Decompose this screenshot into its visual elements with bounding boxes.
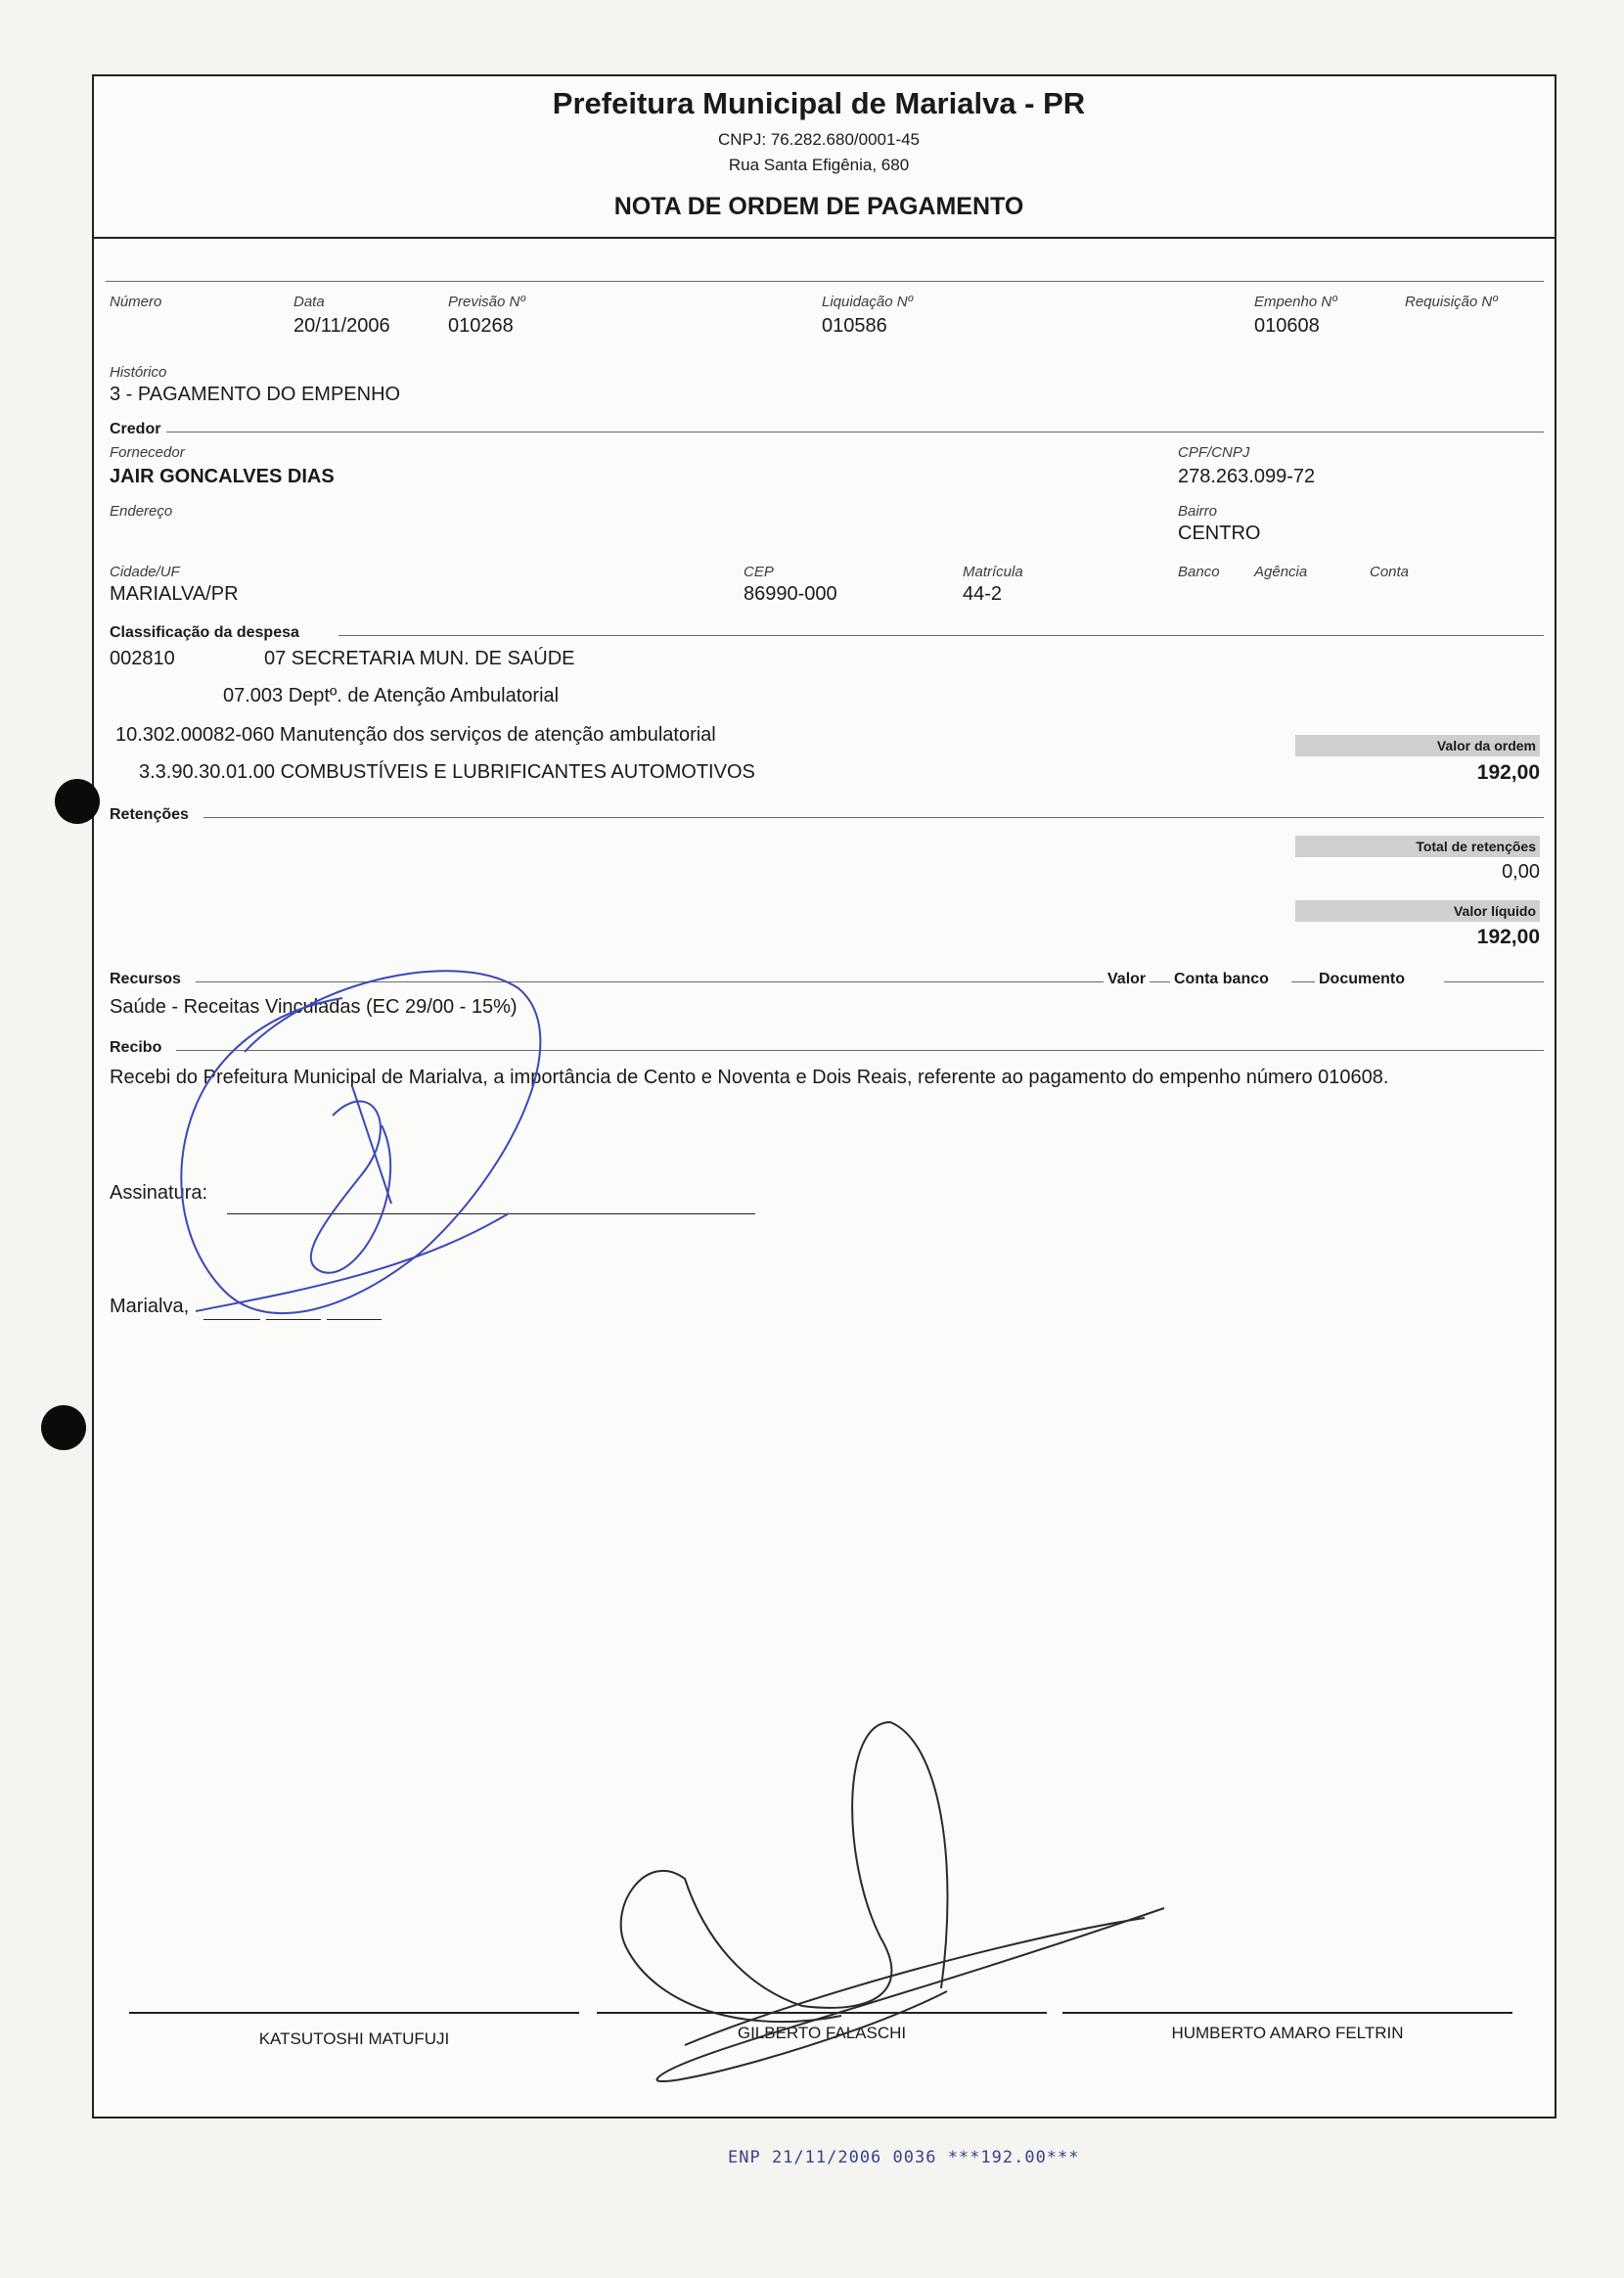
empenho-value: 010608: [1254, 315, 1320, 337]
bairro-label: Bairro: [1178, 503, 1218, 520]
empenho-label: Empenho Nº: [1254, 294, 1337, 310]
valor-ordem-value: 192,00: [1476, 761, 1540, 784]
secretaria: 07 SECRETARIA MUN. DE SAÚDE: [264, 648, 575, 669]
programa: 10.302.00082-060 Manutenção dos serviços de atenção ambulatorial: [115, 724, 716, 746]
recibo-section: Recibo: [110, 1039, 167, 1057]
historico-label: Histórico: [110, 364, 167, 381]
classificacao-section: Classificação da despesa: [110, 624, 305, 642]
matricula-value: 44-2: [963, 583, 1003, 605]
cidade-label: Cidade/UF: [110, 564, 180, 580]
recursos-section: Recursos: [110, 971, 187, 988]
retencoes-section: Retenções: [110, 806, 195, 824]
document-title: NOTA DE ORDEM DE PAGAMENTO: [613, 193, 1024, 220]
bairro-value: CENTRO: [1178, 523, 1261, 544]
valor-liquido-value: 192,00: [1476, 926, 1540, 948]
dark-signature: [621, 1722, 1164, 2081]
recursos-documento-label: Documento: [1315, 971, 1409, 988]
recursos-value: Saúde - Receitas Vinculadas (EC 29/00 - 15%): [110, 996, 518, 1018]
conta-label: Conta: [1370, 564, 1410, 580]
classificacao-code: 002810: [110, 648, 175, 669]
requisicao-label: Requisição Nº: [1405, 294, 1498, 310]
agencia-label: Agência: [1254, 564, 1308, 580]
previsao-value: 010268: [448, 315, 514, 337]
elemento-despesa: 3.3.90.30.01.00 COMBUSTÍVEIS E LUBRIFICANTES AUTOMOTIVOS: [139, 761, 755, 783]
recibo-text: Recebi do Prefeitura Municipal de Marialva, a importância de Cento e Noventa e Dois Reais, referente ao pagamento do empenho número 010608.: [110, 1067, 1389, 1088]
valor-liquido-label: Valor líquido: [1295, 900, 1540, 922]
liquidacao-label: Liquidação Nº: [822, 294, 914, 310]
data-label: Data: [293, 294, 325, 310]
signatory-3: HUMBERTO AMARO FELTRIN: [1171, 2024, 1404, 2042]
total-retencoes-value: 0,00: [1502, 861, 1540, 883]
historico-value: 3 - PAGAMENTO DO EMPENHO: [110, 384, 401, 405]
cpf-label: CPF/CNPJ: [1178, 444, 1250, 461]
numero-label: Número: [110, 294, 162, 310]
recursos-conta-banco-label: Conta banco: [1170, 971, 1273, 988]
departamento: 07.003 Deptº. de Atenção Ambulatorial: [223, 685, 560, 706]
cep-value: 86990-000: [744, 583, 837, 605]
endereco-label: Endereço: [110, 503, 173, 520]
local-label: Marialva,: [110, 1296, 190, 1317]
total-retencoes-label: Total de retenções: [1295, 836, 1540, 857]
cep-label: CEP: [744, 564, 774, 580]
issuer-address: Rua Santa Efigênia, 680: [728, 156, 910, 174]
liquidacao-value: 010586: [822, 315, 887, 337]
issuer-cnpj: CNPJ: 76.282.680/0001-45: [717, 130, 921, 149]
cidade-value: MARIALVA/PR: [110, 583, 239, 605]
assinatura-label: Assinatura:: [110, 1182, 208, 1204]
data-value: 20/11/2006: [293, 315, 390, 337]
matricula-label: Matrícula: [963, 564, 1023, 580]
recursos-valor-label: Valor: [1104, 971, 1150, 988]
previsao-label: Previsão Nº: [448, 294, 525, 310]
fornecedor-value: JAIR GONCALVES DIAS: [110, 466, 335, 487]
credor-section: Credor: [110, 421, 166, 438]
blue-stamp-signature: [181, 971, 540, 1313]
authentication-code: ENP 21/11/2006 0036 ***192.00***: [728, 2148, 1080, 2167]
issuer-title: Prefeitura Municipal de Marialva - PR: [552, 86, 1086, 120]
signatory-2: GILBERTO FALASCHI: [737, 2024, 907, 2042]
banco-label: Banco: [1178, 564, 1220, 580]
signatory-1: KATSUTOSHI MATUFUJI: [258, 2029, 450, 2048]
fornecedor-label: Fornecedor: [110, 444, 185, 461]
cpf-value: 278.263.099-72: [1178, 466, 1316, 487]
valor-ordem-label: Valor da ordem: [1295, 735, 1540, 756]
